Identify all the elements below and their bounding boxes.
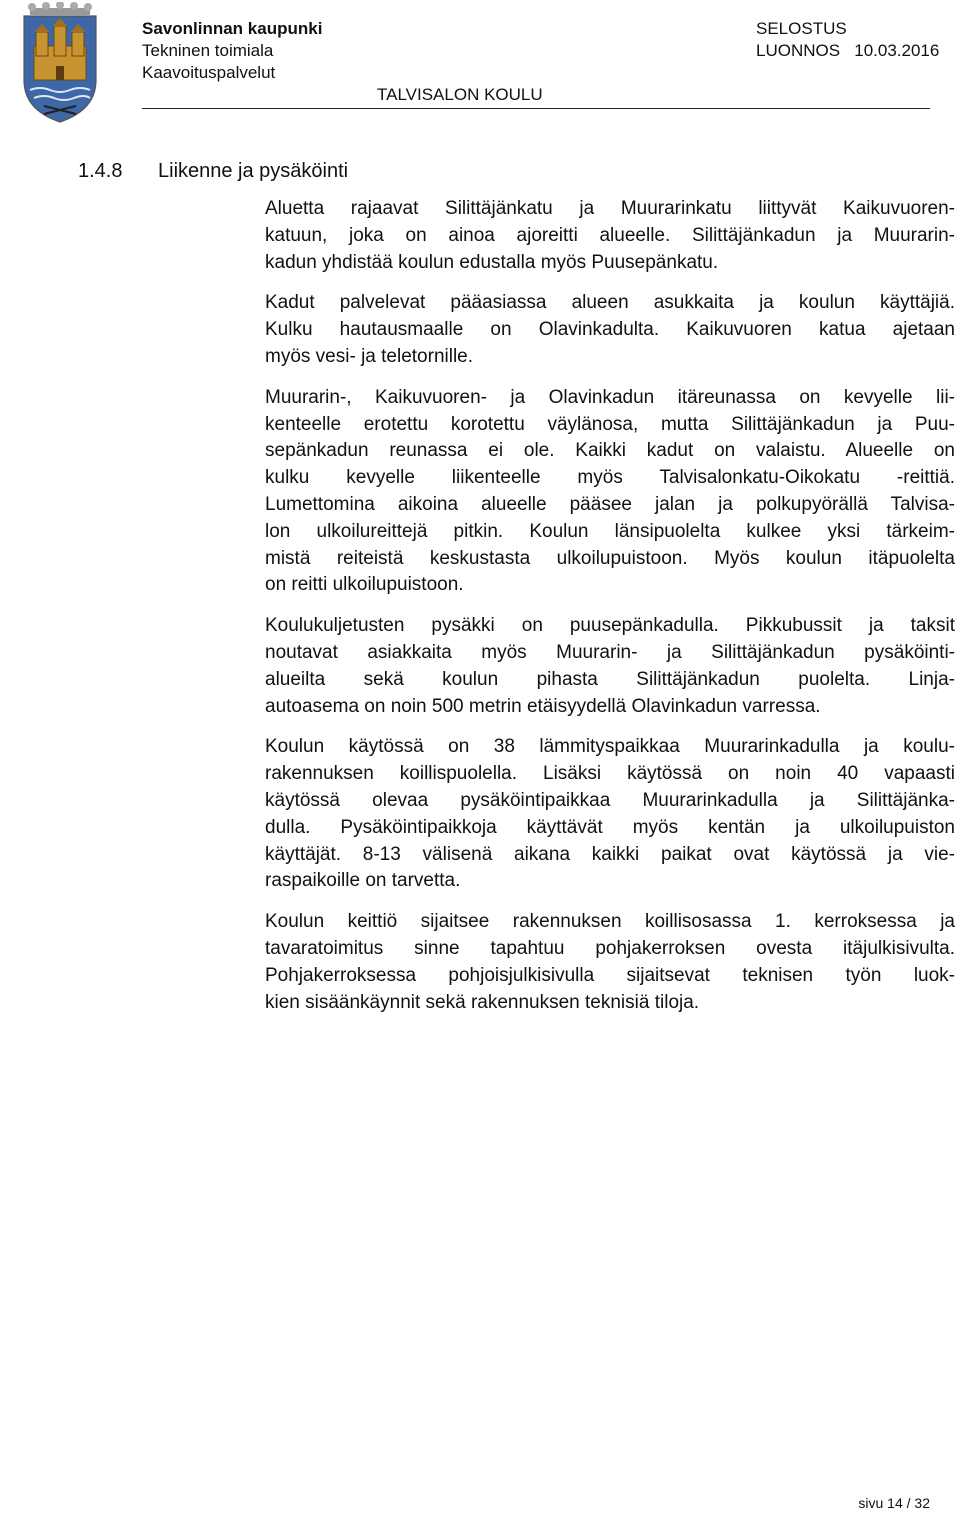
section-number: 1.4.8 — [78, 160, 123, 182]
text-line: käytössä olevaa pysäköintipaikkaa Muurarinkadulla ja Silittäjänka- — [265, 789, 955, 811]
text-line: Kulku hautausmaalle on Olavinkadulta. Kaikuvuoren katua ajetaan — [265, 319, 955, 341]
text-line: Koulukuljetusten pysäkki on puusepänkadulla. Pikkubussit ja taksit — [265, 615, 955, 637]
text-line: kenteelle erotettu korotettu väylänosa, mutta Silittäjänkadun ja Puu- — [265, 413, 955, 435]
text-line: rakennuksen koillispuolella. Lisäksi käytössä on noin 40 vapaasti — [265, 763, 955, 785]
text-line: mistä reiteistä keskustasta ulkoilupuistoon. Myös koulun itäpuolelta — [265, 547, 955, 569]
text-line: raspaikoille on tarvetta. — [265, 870, 461, 892]
text-line: käyttäjät. 8-13 välisenä aikana kaikki paikat ovat käytössä ja vie- — [265, 843, 955, 865]
header-divider — [142, 108, 930, 109]
text-line: Aluetta rajaavat Silittäjänkatu ja Muurarinkatu liittyvät Kaikuvuoren- — [265, 198, 955, 219]
text-line: alueilta sekä koulun pihasta Silittäjänkadun puolelta. Linja- — [265, 668, 955, 690]
text-line: Lumettomina aikoina alueelle pääsee jalan ja polkupyörällä Talvisa- — [265, 493, 955, 515]
header-left — [142, 18, 322, 84]
paragraph — [265, 909, 955, 1016]
paragraph — [265, 734, 955, 895]
text-line: sepänkadun reunassa ei ole. Kaikki kadut on valaistu. Alueelle on — [265, 440, 955, 462]
section-heading — [78, 158, 348, 184]
text-line: on reitti ulkoilupuistoon. — [265, 574, 464, 596]
body-text — [265, 196, 955, 1030]
organization-name: Savonlinnan kaupunki — [142, 19, 323, 38]
text-line: myös vesi- ja teletornille. — [265, 345, 474, 367]
section-title: Liikenne ja pysäköinti — [158, 160, 349, 182]
text-line: dulla. Pysäköintipaikkoja käyttävät myös kentän ja ulkoilupuiston — [265, 816, 955, 838]
text-line: Koulun käytössä on 38 lämmityspaikkaa Muurarinkadulla ja koulu- — [265, 736, 955, 758]
document-date: 10.03.2016 — [854, 41, 940, 60]
text-line: autoasema on noin 500 metrin etäisyydellä Olavinkadun varressa. — [265, 695, 821, 717]
city-crest-logo — [20, 2, 100, 124]
text-line: kien sisäänkäynnit sekä rakennuksen teknisiä tiloja. — [265, 991, 700, 1013]
unit-name: Kaavoituspalvelut — [142, 63, 276, 82]
paragraph — [265, 385, 955, 599]
document-status-date — [756, 40, 939, 62]
document-status: LUONNOS — [756, 41, 841, 60]
text-line: tavaratoimitus sinne tapahtuu pohjakerroksen ovesta itäjulkisivulta. — [265, 937, 955, 959]
paragraph — [265, 196, 955, 276]
text-line: Kadut palvelevat pääasiassa alueen asukkaita ja koulun käyttäjiä. — [265, 292, 955, 314]
text-line: Koulun keittiö sijaitsee rakennuksen koillisosassa 1. kerroksessa ja — [265, 911, 955, 933]
text-line: lon ulkoilureittejä pitkin. Koulun länsipuolelta kulkee yksi tärkeim- — [265, 520, 955, 542]
document-type: SELOSTUS — [756, 19, 847, 38]
text-line: kadun yhdistää koulun edustalla myös Puusepänkatu. — [265, 251, 719, 273]
text-line: kulku kevyelle liikenteelle myös Talvisalonkatu-Oikokatu -reittiä. — [265, 467, 955, 489]
document-title: TALVISALON KOULU — [377, 85, 543, 104]
department-name: Tekninen toimiala — [142, 41, 274, 60]
paragraph — [265, 290, 955, 370]
text-line: Pohjakerroksessa pohjoisjulkisivulla sijaitsevat teknisen työn luok- — [265, 964, 955, 986]
page-number: sivu 14 / 32 — [858, 1495, 930, 1511]
header-right — [756, 18, 939, 62]
text-line: katuun, joka on ainoa ajoreitti alueelle. Silittäjänkadun ja Muurarin- — [265, 224, 955, 246]
paragraph — [265, 613, 955, 720]
text-line: Muurarin-, Kaikuvuoren- ja Olavinkadun itäreunassa on kevyelle lii- — [265, 386, 955, 408]
text-line: noutavat asiakkaita myös Muurarin- ja Silittäjänkadun pysäköinti- — [265, 641, 955, 663]
